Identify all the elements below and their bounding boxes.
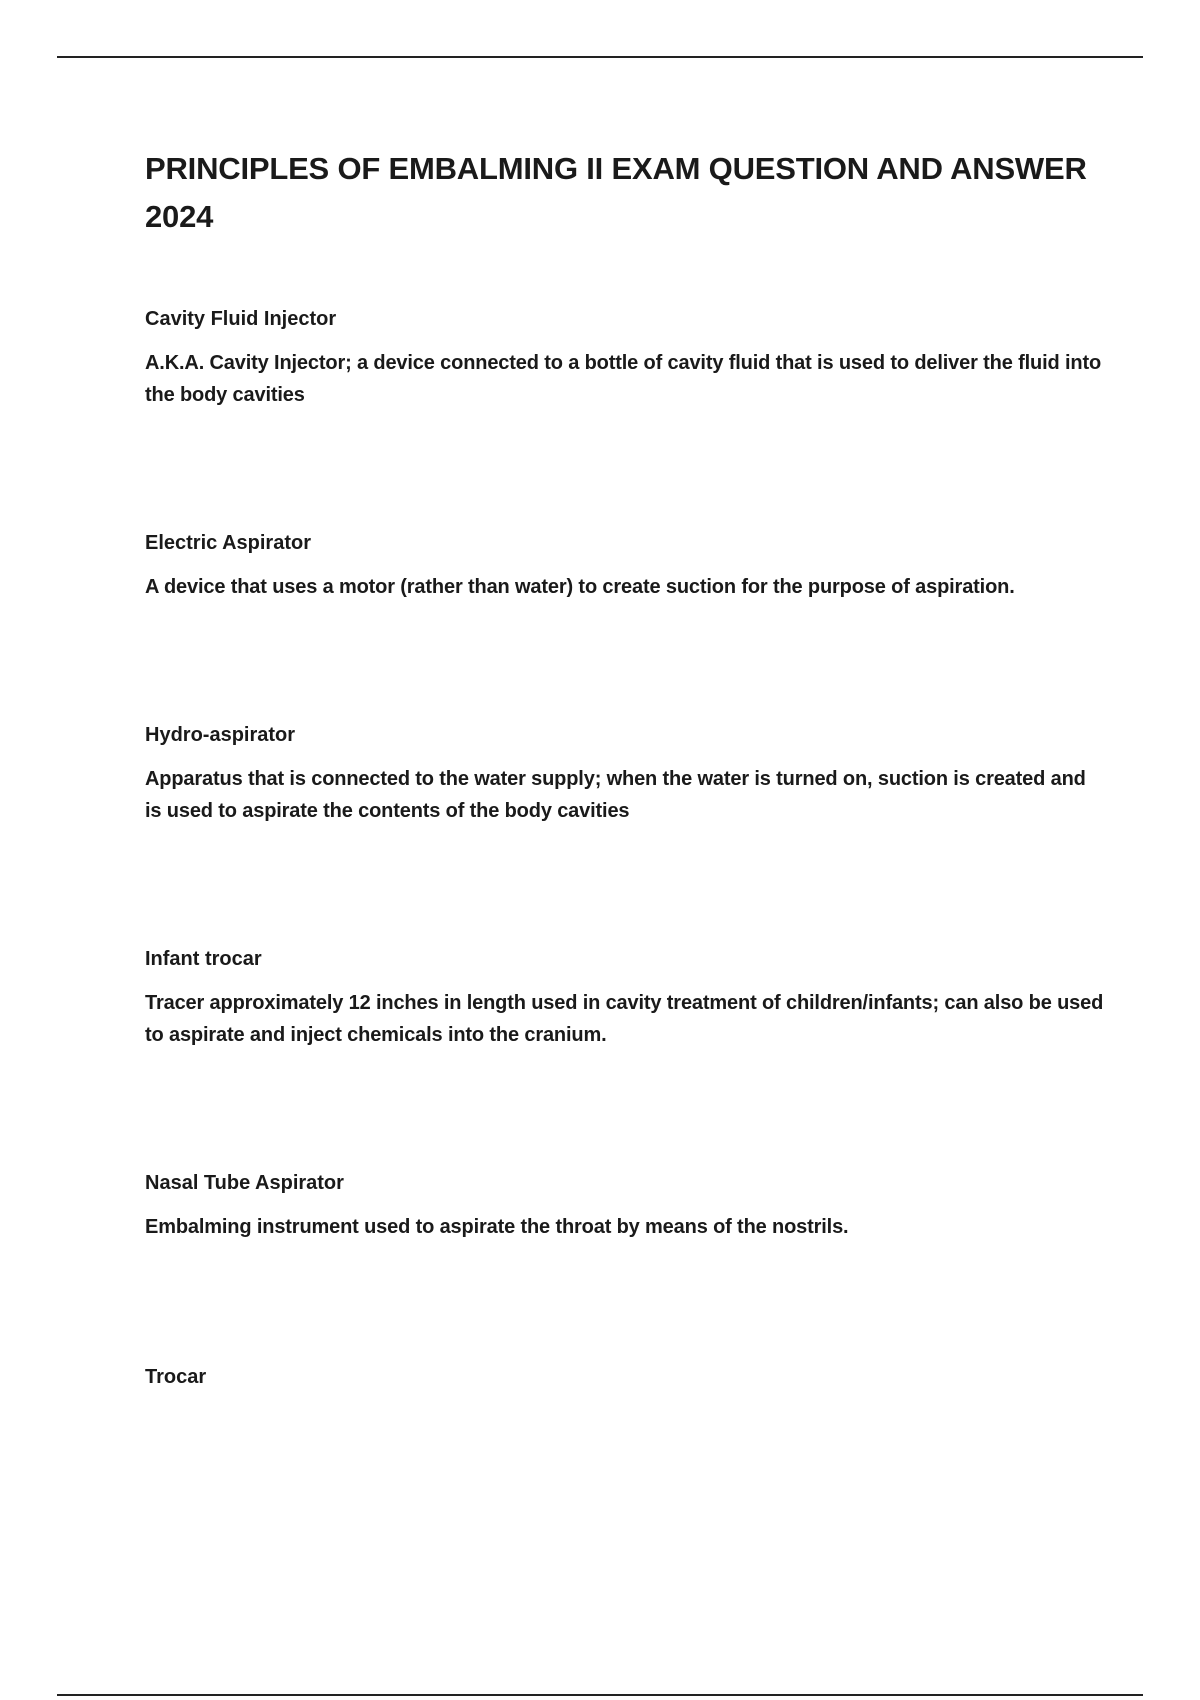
entry-term: Trocar (145, 1366, 207, 1388)
entry-hydro-aspirator (145, 719, 1105, 827)
entry-term: Cavity Fluid Injector (145, 308, 337, 330)
entry-term: Nasal Tube Aspirator (145, 1172, 344, 1194)
entry-electric-aspirator (145, 527, 1105, 603)
document-title: PRINCIPLES OF EMBALMING II EXAM QUESTION AND ANSWER 2024 (145, 151, 1087, 234)
entry-definition: Embalming instrument used to aspirate the throat by means of the nostrils. (145, 1216, 849, 1238)
entry-trocar (145, 1361, 1105, 1393)
entry-cavity-fluid-injector (145, 303, 1105, 411)
entry-definition: A device that uses a motor (rather than water) to create suction for the purpose of aspiration. (145, 576, 1015, 598)
entry-term: Infant trocar (145, 948, 262, 970)
top-divider (57, 56, 1143, 58)
entry-definition: Tracer approximately 12 inches in length used in cavity treatment of children/infants; can also be used to aspirate and inject chemicals into the cranium. (145, 992, 1104, 1046)
entry-term: Electric Aspirator (145, 532, 311, 554)
entry-term: Hydro-aspirator (145, 724, 296, 746)
bottom-divider (57, 1694, 1143, 1696)
entry-infant-trocar (145, 943, 1105, 1051)
entry-nasal-tube-aspirator (145, 1167, 1105, 1243)
entry-definition: Apparatus that is connected to the water supply; when the water is turned on, suction is created and is used to aspirate the contents of the body cavities (145, 768, 1086, 822)
entry-definition: A.K.A. Cavity Injector; a device connected to a bottle of cavity fluid that is used to deliver the fluid into the body cavities (145, 352, 1102, 406)
